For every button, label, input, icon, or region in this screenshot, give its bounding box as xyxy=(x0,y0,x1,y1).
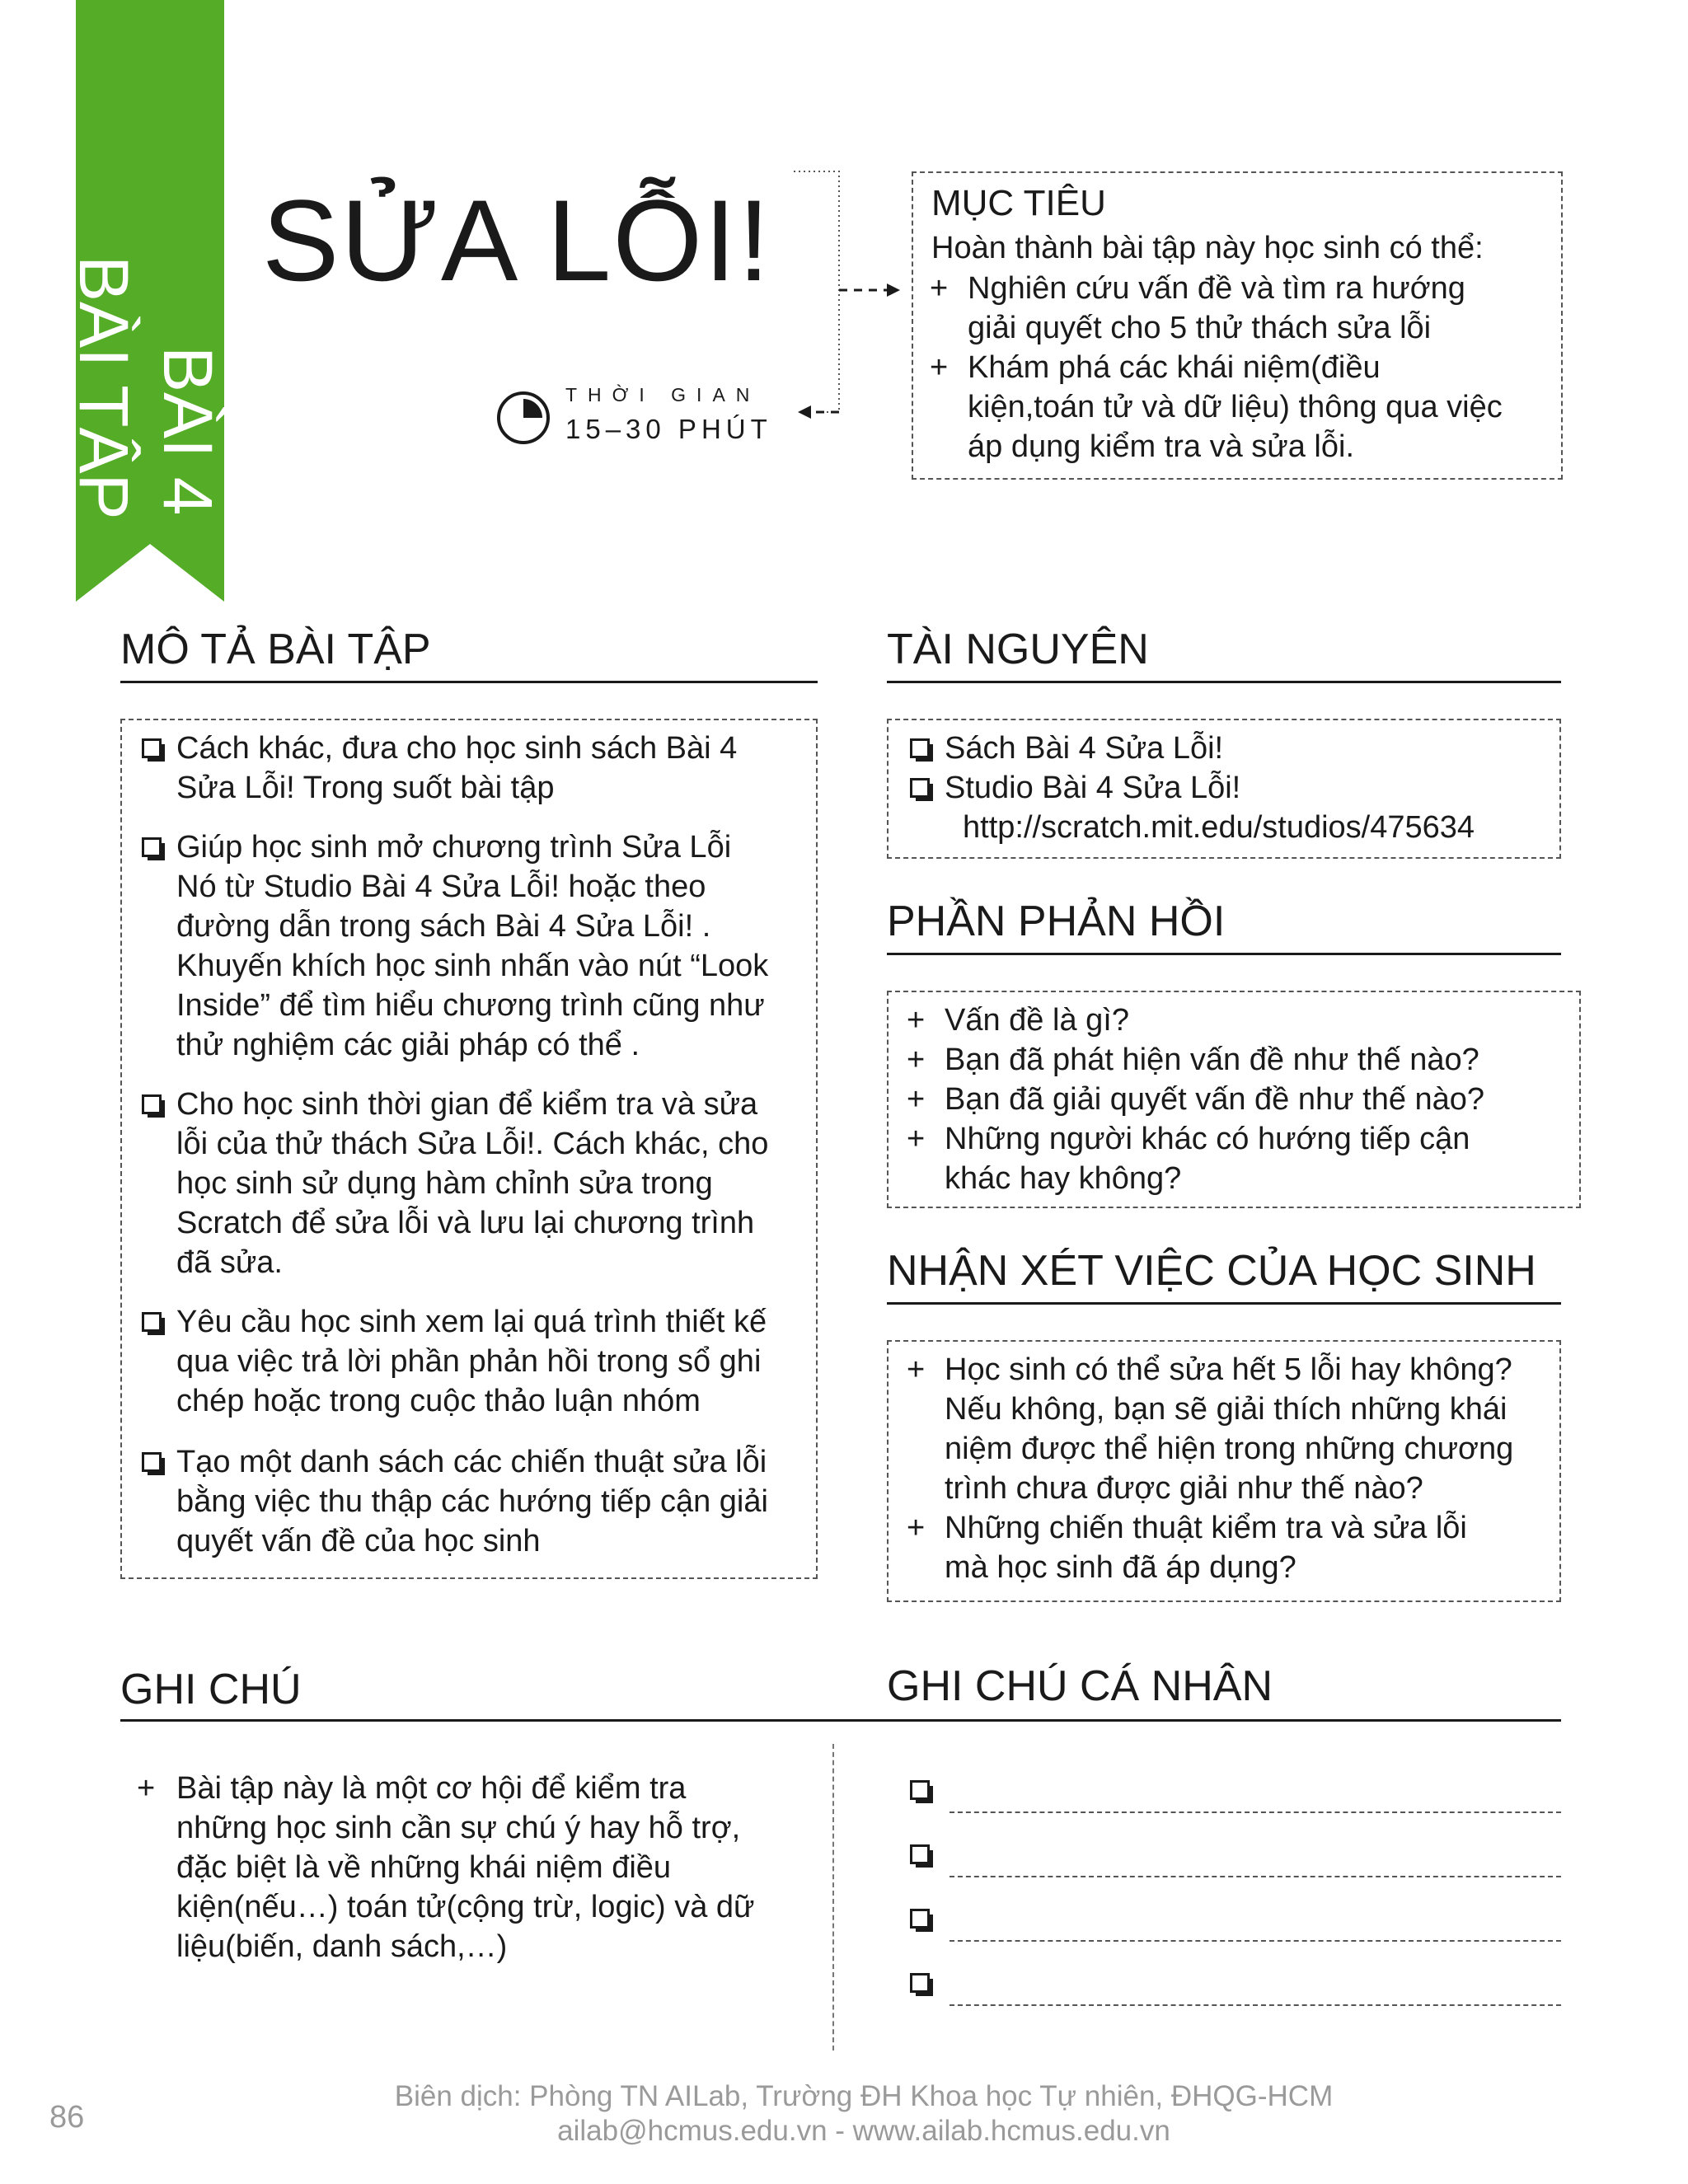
ribbon-label: BÀI TẬP xyxy=(65,255,143,520)
resources-heading: TÀI NGUYÊN xyxy=(887,626,1149,673)
page-title: SỬA LỖI! xyxy=(262,176,772,305)
description-item: Giúp học sinh mở chương trình Sửa Lỗi Nó từ Studio Bài 4 Sửa Lỗi! hoặc theo đường dẫn trong sách Bài 4 Sửa Lỗi! . Khuyến khích học sinh nhấn vào nút “Look Inside” để tìm hiểu chương trình cũng như thử nghiệm các giải pháp có thể . xyxy=(176,830,769,1062)
resource-item: Studio Bài 4 Sửa Lỗi! xyxy=(945,771,1241,805)
feedback-item: Bạn đã giải quyết vấn đề như thế nào? xyxy=(945,1082,1485,1117)
notes-heading: GHI CHÚ xyxy=(120,1666,302,1713)
personal-note-checkbox[interactable] xyxy=(910,1780,930,1800)
feedback-item: Vấn đề là gì? xyxy=(945,1003,1129,1038)
checkbox-icon xyxy=(142,1452,162,1472)
divider xyxy=(887,1302,1561,1305)
goals-heading: MỤC TIÊU xyxy=(931,183,1106,223)
personal-note-checkbox[interactable] xyxy=(910,1844,930,1864)
feedback-item: Bạn đã phát hiện vấn đề như thế nào? xyxy=(945,1043,1479,1077)
plus-icon: + xyxy=(907,1003,926,1038)
goal-item: Nghiên cứu vấn đề và tìm ra hướng giải quyết cho 5 thử thách sửa lỗi xyxy=(968,271,1465,345)
divider xyxy=(887,681,1561,683)
notes-column-divider xyxy=(832,1744,834,2050)
personal-note-line[interactable] xyxy=(950,1811,1561,1813)
plus-icon: + xyxy=(907,1352,926,1387)
goals-intro: Hoàn thành bài tập này học sinh có thể: xyxy=(931,231,1484,265)
checkbox-icon xyxy=(910,778,930,798)
plus-icon: + xyxy=(907,1122,926,1156)
checkbox-icon xyxy=(142,1312,162,1332)
plus-icon: + xyxy=(930,350,949,385)
footer-contact: ailab@hcmus.edu.vn - www.ailab.hcmus.edu.vn xyxy=(557,2115,1170,2147)
assessment-item: Học sinh có thể sửa hết 5 lỗi hay không? Nếu không, bạn sẽ giải thích những khái niệm được thể hiện trong những chương trình chưa được giải như thế nào? xyxy=(945,1352,1514,1506)
divider xyxy=(120,1719,1561,1722)
description-item: Cho học sinh thời gian để kiểm tra và sửa lỗi của thử thách Sửa Lỗi!. Cách khác, cho học sinh sử dụng hàm chỉnh sửa trong Scratch để sửa lỗi và lưu lại chương trình đã sửa. xyxy=(176,1087,769,1280)
description-item: Tạo một danh sách các chiến thuật sửa lỗi bằng việc thu thập các hướng tiếp cận giải quyết vấn đề của học sinh xyxy=(176,1445,768,1558)
checkbox-icon xyxy=(142,1094,162,1114)
personal-note-line[interactable] xyxy=(950,1940,1561,1942)
plus-icon: + xyxy=(907,1511,926,1545)
time-label: THỜI GIAN xyxy=(565,384,761,405)
feedback-item: Những người khác có hướng tiếp cận khác hay không? xyxy=(945,1122,1470,1196)
studio-link[interactable]: http://scratch.mit.edu/studios/475634 xyxy=(963,810,1475,845)
checkbox-icon xyxy=(142,738,162,758)
assessment-item: Những chiến thuật kiểm tra và sửa lỗi mà học sinh đã áp dụng? xyxy=(945,1511,1467,1585)
description-item: Yêu cầu học sinh xem lại quá trình thiết kế qua việc trả lời phần phản hồi trong sổ ghi chép hoặc trong cuộc thảo luận nhóm xyxy=(176,1305,767,1418)
plus-icon: + xyxy=(907,1043,926,1077)
plus-icon: + xyxy=(137,1771,156,1806)
description-item: Cách khác, đưa cho học sinh sách Bài 4 Sửa Lỗi! Trong suốt bài tập xyxy=(176,731,738,805)
checkbox-icon xyxy=(910,738,930,758)
connector-arrows xyxy=(791,165,915,429)
feedback-heading: PHẦN PHẢN HỒI xyxy=(887,898,1226,945)
time-value: 15–30 PHÚT xyxy=(565,414,772,444)
note-item: Bài tập này là một cơ hội để kiểm tra những học sinh cần sự chú ý hay hỗ trợ, đặc biệt là về những khái niệm điều kiện(nếu…) toán tử(cộng trừ, logic) và dữ liệu(biến, danh sách,…) xyxy=(176,1771,755,1964)
clock-icon xyxy=(496,391,551,445)
personal-note-line[interactable] xyxy=(950,1876,1561,1877)
personal-notes-heading: GHI CHÚ CÁ NHÂN xyxy=(887,1662,1273,1710)
ribbon-lesson-number: BÀI 4 xyxy=(149,346,227,516)
personal-note-checkbox[interactable] xyxy=(910,1973,930,1993)
resource-item: Sách Bài 4 Sửa Lỗi! xyxy=(945,731,1224,766)
assessment-heading: NHẬN XÉT VIỆC CỦA HỌC SINH xyxy=(887,1247,1536,1295)
divider xyxy=(887,953,1561,955)
description-heading: MÔ TẢ BÀI TẬP xyxy=(120,626,431,673)
page-number: 86 xyxy=(49,2100,85,2135)
personal-note-checkbox[interactable] xyxy=(910,1909,930,1929)
personal-note-line[interactable] xyxy=(950,2004,1561,2006)
checkbox-icon xyxy=(142,837,162,857)
divider xyxy=(120,681,818,683)
footer-credit: Biên dịch: Phòng TN AILab, Trường ĐH Khoa học Tự nhiên, ĐHQG-HCM xyxy=(394,2080,1334,2112)
plus-icon: + xyxy=(930,271,949,306)
plus-icon: + xyxy=(907,1082,926,1117)
goal-item: Khám phá các khái niệm(điều kiện,toán tử và dữ liệu) thông qua việc áp dụng kiểm tra và sửa lỗi. xyxy=(968,350,1503,464)
